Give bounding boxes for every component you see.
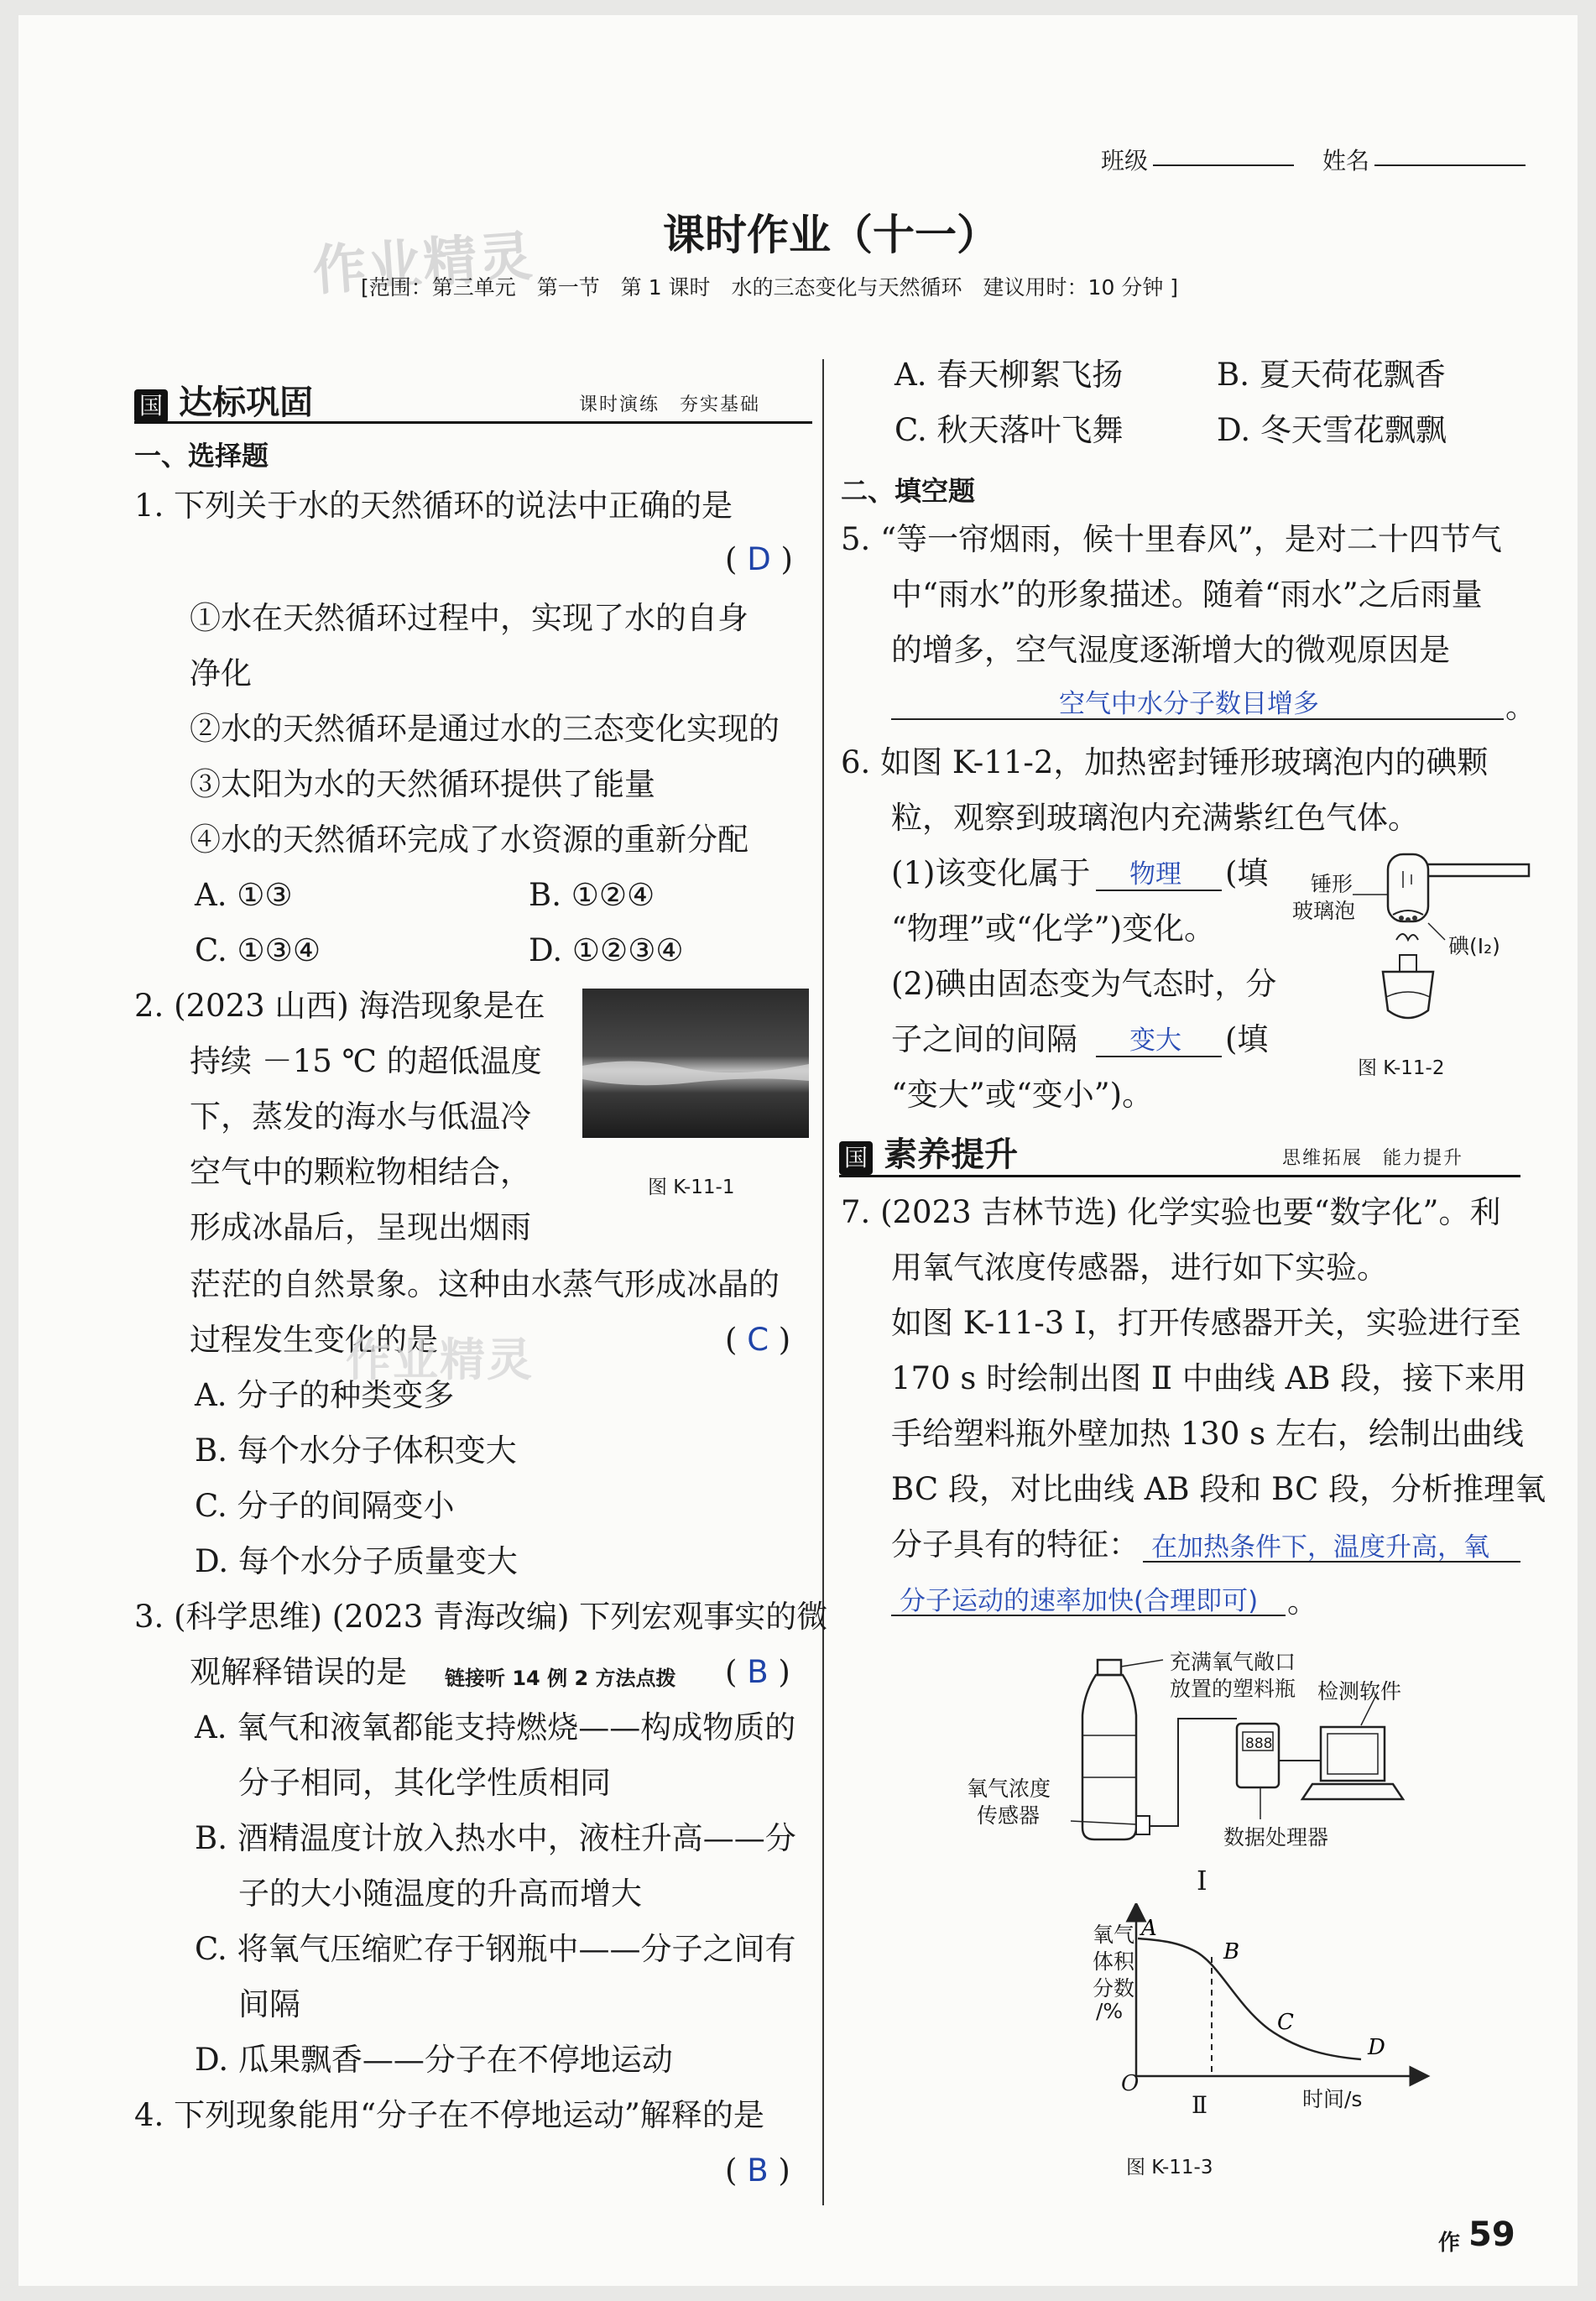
y-label-4: /%: [1096, 1999, 1124, 2023]
figure-label-ii: Ⅱ: [1192, 2091, 1208, 2119]
oxygen-curve: [1138, 1938, 1361, 2059]
point-label-c: C: [1277, 2010, 1294, 2035]
page-title: 课时作业（十一）: [663, 211, 999, 259]
section-rule: [134, 421, 812, 424]
q4-option-c[interactable]: C. 秋天落叶飞舞: [894, 412, 1124, 448]
q6-part2-b: 子之间的间隔: [891, 1021, 1077, 1057]
label-hammer: 锤形: [1311, 872, 1353, 896]
section-title: 达标巩固: [179, 384, 314, 422]
figure-label-i: Ⅰ: [1197, 1865, 1207, 1897]
q4-stem: 4. 下列现象能用“分子在不停地运动”解释的是: [134, 2097, 764, 2133]
q1-option-c[interactable]: C. ①③④: [195, 932, 321, 968]
q4-answer: B: [747, 2152, 769, 2189]
label-processor: 数据处理器: [1223, 1825, 1329, 1850]
q6-part2-a: (2)碘由固态变为气态时，分: [891, 966, 1277, 1002]
section-heading-advanced: [839, 1128, 1018, 1176]
q3-line-2: 观解释错误的是: [190, 1654, 407, 1690]
label-iodine: 碘(I₂): [1448, 934, 1500, 958]
page-number: 59: [1468, 2215, 1515, 2254]
section-title: 素养提升: [884, 1135, 1019, 1174]
q2-line-4: 空气中的颗粒物相结合，: [190, 1154, 531, 1190]
worksheet-page: [18, 15, 1578, 2286]
point-label-d: D: [1368, 2035, 1385, 2060]
q5-line-2: 中“雨水”的形象描述。随着“雨水”之后雨量: [891, 577, 1483, 613]
q2-line-7: 过程发生变化的是: [190, 1322, 438, 1358]
q2-line-3: 下，蒸发的海水与低温冷: [190, 1098, 531, 1135]
q5-line-1: 5. “等一帘烟雨，候十里春风”，是对二十四节气: [841, 521, 1502, 557]
label-sensor-1: 氧气浓度: [967, 1777, 1051, 1801]
q6-figure-caption: 图 K-11-2: [1358, 1057, 1445, 1079]
q7-period: 。: [1287, 1584, 1318, 1620]
q2-line-6: 茫茫的自然景象。这种由水蒸气形成冰晶的: [190, 1266, 780, 1302]
origin-label: O: [1121, 2071, 1140, 2096]
q6-line-2: 粒，观察到玻璃泡内充满紫红色气体。: [891, 800, 1419, 836]
q1-answer: D: [747, 541, 771, 577]
q6-answer-2: 变大: [1129, 1025, 1181, 1056]
q7-line-3: 如图 K-11-3 Ⅰ，打开传感器开关，实验进行至: [891, 1305, 1521, 1341]
q1-option-d[interactable]: D. ①②③④: [529, 932, 684, 968]
q7-line-5: 手给塑料瓶外壁加热 130 s 左右，绘制出曲线: [891, 1416, 1524, 1452]
q6-answer-1: 物理: [1129, 859, 1181, 890]
y-label-2: 体积: [1093, 1949, 1135, 1974]
q7-figure-caption: 图 K-11-3: [1126, 2157, 1213, 2178]
label-bottle-2: 放置的塑料瓶: [1170, 1677, 1296, 1701]
q3-option-b2: 子的大小随温度的升高而增大: [238, 1876, 642, 1912]
q2-answer-box[interactable]: ( C ): [725, 1322, 791, 1358]
section-icon: 国: [839, 1141, 873, 1175]
q4-option-b[interactable]: B. 夏天荷花飘香: [1217, 357, 1446, 393]
x-axis-label: 时间/s: [1302, 2087, 1363, 2111]
section-icon: 国: [134, 389, 168, 423]
device-digits: 888: [1245, 1735, 1273, 1752]
name-label: 姓名: [1322, 147, 1370, 175]
q7-answer-1: 在加热条件下，温度升高，氧: [1151, 1532, 1489, 1563]
q4-option-a[interactable]: A. 春天柳絮飞扬: [894, 357, 1124, 393]
q7-line-1: 7. (2023 吉林节选) 化学实验也要“数字化”。利: [841, 1194, 1501, 1230]
q1-statement-4: ④水的天然循环完成了水资源的重新分配: [190, 822, 748, 858]
q3-option-d1[interactable]: D. 瓜果飘香——分子在不停地运动: [195, 2042, 673, 2078]
part-fill: 二、填空题: [841, 475, 976, 507]
q7-line-2: 用氧气浓度传感器，进行如下实验。: [891, 1250, 1388, 1286]
q1-answer-box[interactable]: ( D ): [725, 541, 793, 577]
q2-option-b[interactable]: B. 每个水分子体积变大: [195, 1432, 517, 1469]
q2-line-5: 形成冰晶后，呈现出烟雨: [190, 1209, 531, 1245]
q3-answer: B: [747, 1654, 769, 1690]
section-heading-basic: [134, 376, 313, 424]
column-divider: [822, 359, 824, 2205]
q7-answer-2: 分子运动的速率加快(合理即可): [900, 1586, 1259, 1616]
q5-period: 。: [1505, 689, 1536, 725]
q1-option-b[interactable]: B. ①②④: [529, 877, 655, 913]
point-label-a: A: [1141, 1916, 1157, 1941]
q3-option-a1[interactable]: A. 氧气和液氧都能支持燃烧——构成物质的: [195, 1709, 796, 1745]
q1-statement-3: ③太阳为水的天然循环提供了能量: [190, 766, 655, 802]
q1-option-a[interactable]: A. ①③: [195, 877, 293, 913]
label-bottle-1: 充满氧气敞口: [1170, 1650, 1296, 1674]
q2-line-2: 持续 －15 ℃ 的超低温度: [190, 1043, 542, 1079]
q3-option-c2: 间隔: [238, 1986, 300, 2022]
q2-figure-caption: 图 K-11-1: [648, 1177, 735, 1198]
q2-option-c[interactable]: C. 分子的间隔变小: [195, 1488, 455, 1524]
q1-stem: 1. 下列关于水的天然循环的说法中正确的是: [134, 488, 733, 524]
q2-option-a[interactable]: A. 分子的种类变多: [195, 1377, 455, 1413]
q3-option-a2: 分子相同，其化学性质相同: [238, 1765, 611, 1801]
y-label-3: 分数: [1093, 1976, 1135, 2001]
sea-smoke-photo: [582, 989, 809, 1138]
part-choice: 一、选择题: [134, 440, 269, 472]
q6-part1-a: (1)该变化属于: [891, 855, 1091, 891]
watermark-2: 作业精灵: [346, 1333, 534, 1386]
q7-line-4: 170 s 时绘制出图 Ⅱ 中曲线 AB 段，接下来用: [891, 1360, 1527, 1396]
q3-line-1: 3. (科学思维) (2023 青海改编) 下列宏观事实的微: [134, 1599, 828, 1635]
q3-answer-box[interactable]: ( B ): [725, 1654, 790, 1690]
q6-part2-d: “变大”或“变小”)。: [891, 1077, 1154, 1113]
label-software: 检测软件: [1317, 1679, 1402, 1704]
q3-link-note[interactable]: 链接听 14 例 2 方法点拨: [445, 1667, 676, 1690]
q3-option-c1[interactable]: C. 将氧气压缩贮存于钢瓶中——分子之间有: [195, 1931, 796, 1967]
q5-line-3: 的增多，空气湿度逐渐增大的微观原因是: [891, 632, 1450, 668]
watermark: 作业精灵: [310, 225, 536, 304]
scope-line: [范围：第三单元 第一节 第 1 课时 水的三态变化与天然循环 建议用时：10 分钟 ]: [361, 275, 1179, 300]
q1-statement-1b: 净化: [190, 655, 252, 691]
q2-answer: C: [747, 1322, 769, 1358]
class-blank[interactable]: [1153, 164, 1294, 166]
section-subtitle: 思维拓展 能力提升: [1282, 1148, 1464, 1169]
footer-prefix: 作: [1438, 2231, 1461, 2256]
q5-answer: 空气中水分子数目增多: [1059, 689, 1319, 719]
name-blank[interactable]: [1374, 164, 1526, 166]
q6-part1-b: (填: [1225, 855, 1269, 891]
label-sensor-2: 传感器: [977, 1803, 1041, 1828]
y-label-1: 氧气: [1093, 1923, 1135, 1947]
q4-answer-box[interactable]: ( B ): [725, 2152, 790, 2189]
point-label-b: B: [1223, 1939, 1240, 1964]
q6-part1-c: “物理”或“化学”)变化。: [891, 910, 1216, 947]
q3-option-b1[interactable]: B. 酒精温度计放入热水中，液柱升高——分: [195, 1820, 796, 1856]
class-label: 班级: [1101, 147, 1149, 175]
section-rule: [839, 1175, 1520, 1177]
label-bulb: 玻璃泡: [1292, 899, 1356, 923]
q2-line-1: 2. (2023 山西) 海浩现象是在: [134, 988, 545, 1024]
q1-statement-2: ②水的天然循环是通过水的三态变化实现的: [190, 711, 780, 747]
section-subtitle: 课时演练 夯实基础: [579, 394, 761, 415]
q6-line-1: 6. 如图 K-11-2，加热密封锤形玻璃泡内的碘颗: [841, 744, 1489, 780]
q7-line-6: BC 段，对比曲线 AB 段和 BC 段，分析推理氧: [891, 1471, 1546, 1507]
q4-option-d[interactable]: D. 冬天雪花飘飘: [1217, 412, 1447, 448]
q2-option-d[interactable]: D. 每个水分子质量变大: [195, 1543, 518, 1579]
q7-line-7: 分子具有的特征：: [891, 1526, 1140, 1563]
q6-part2-c: (填: [1225, 1021, 1269, 1057]
q1-statement-1a: ①水在天然循环过程中，实现了水的自身: [190, 600, 748, 636]
